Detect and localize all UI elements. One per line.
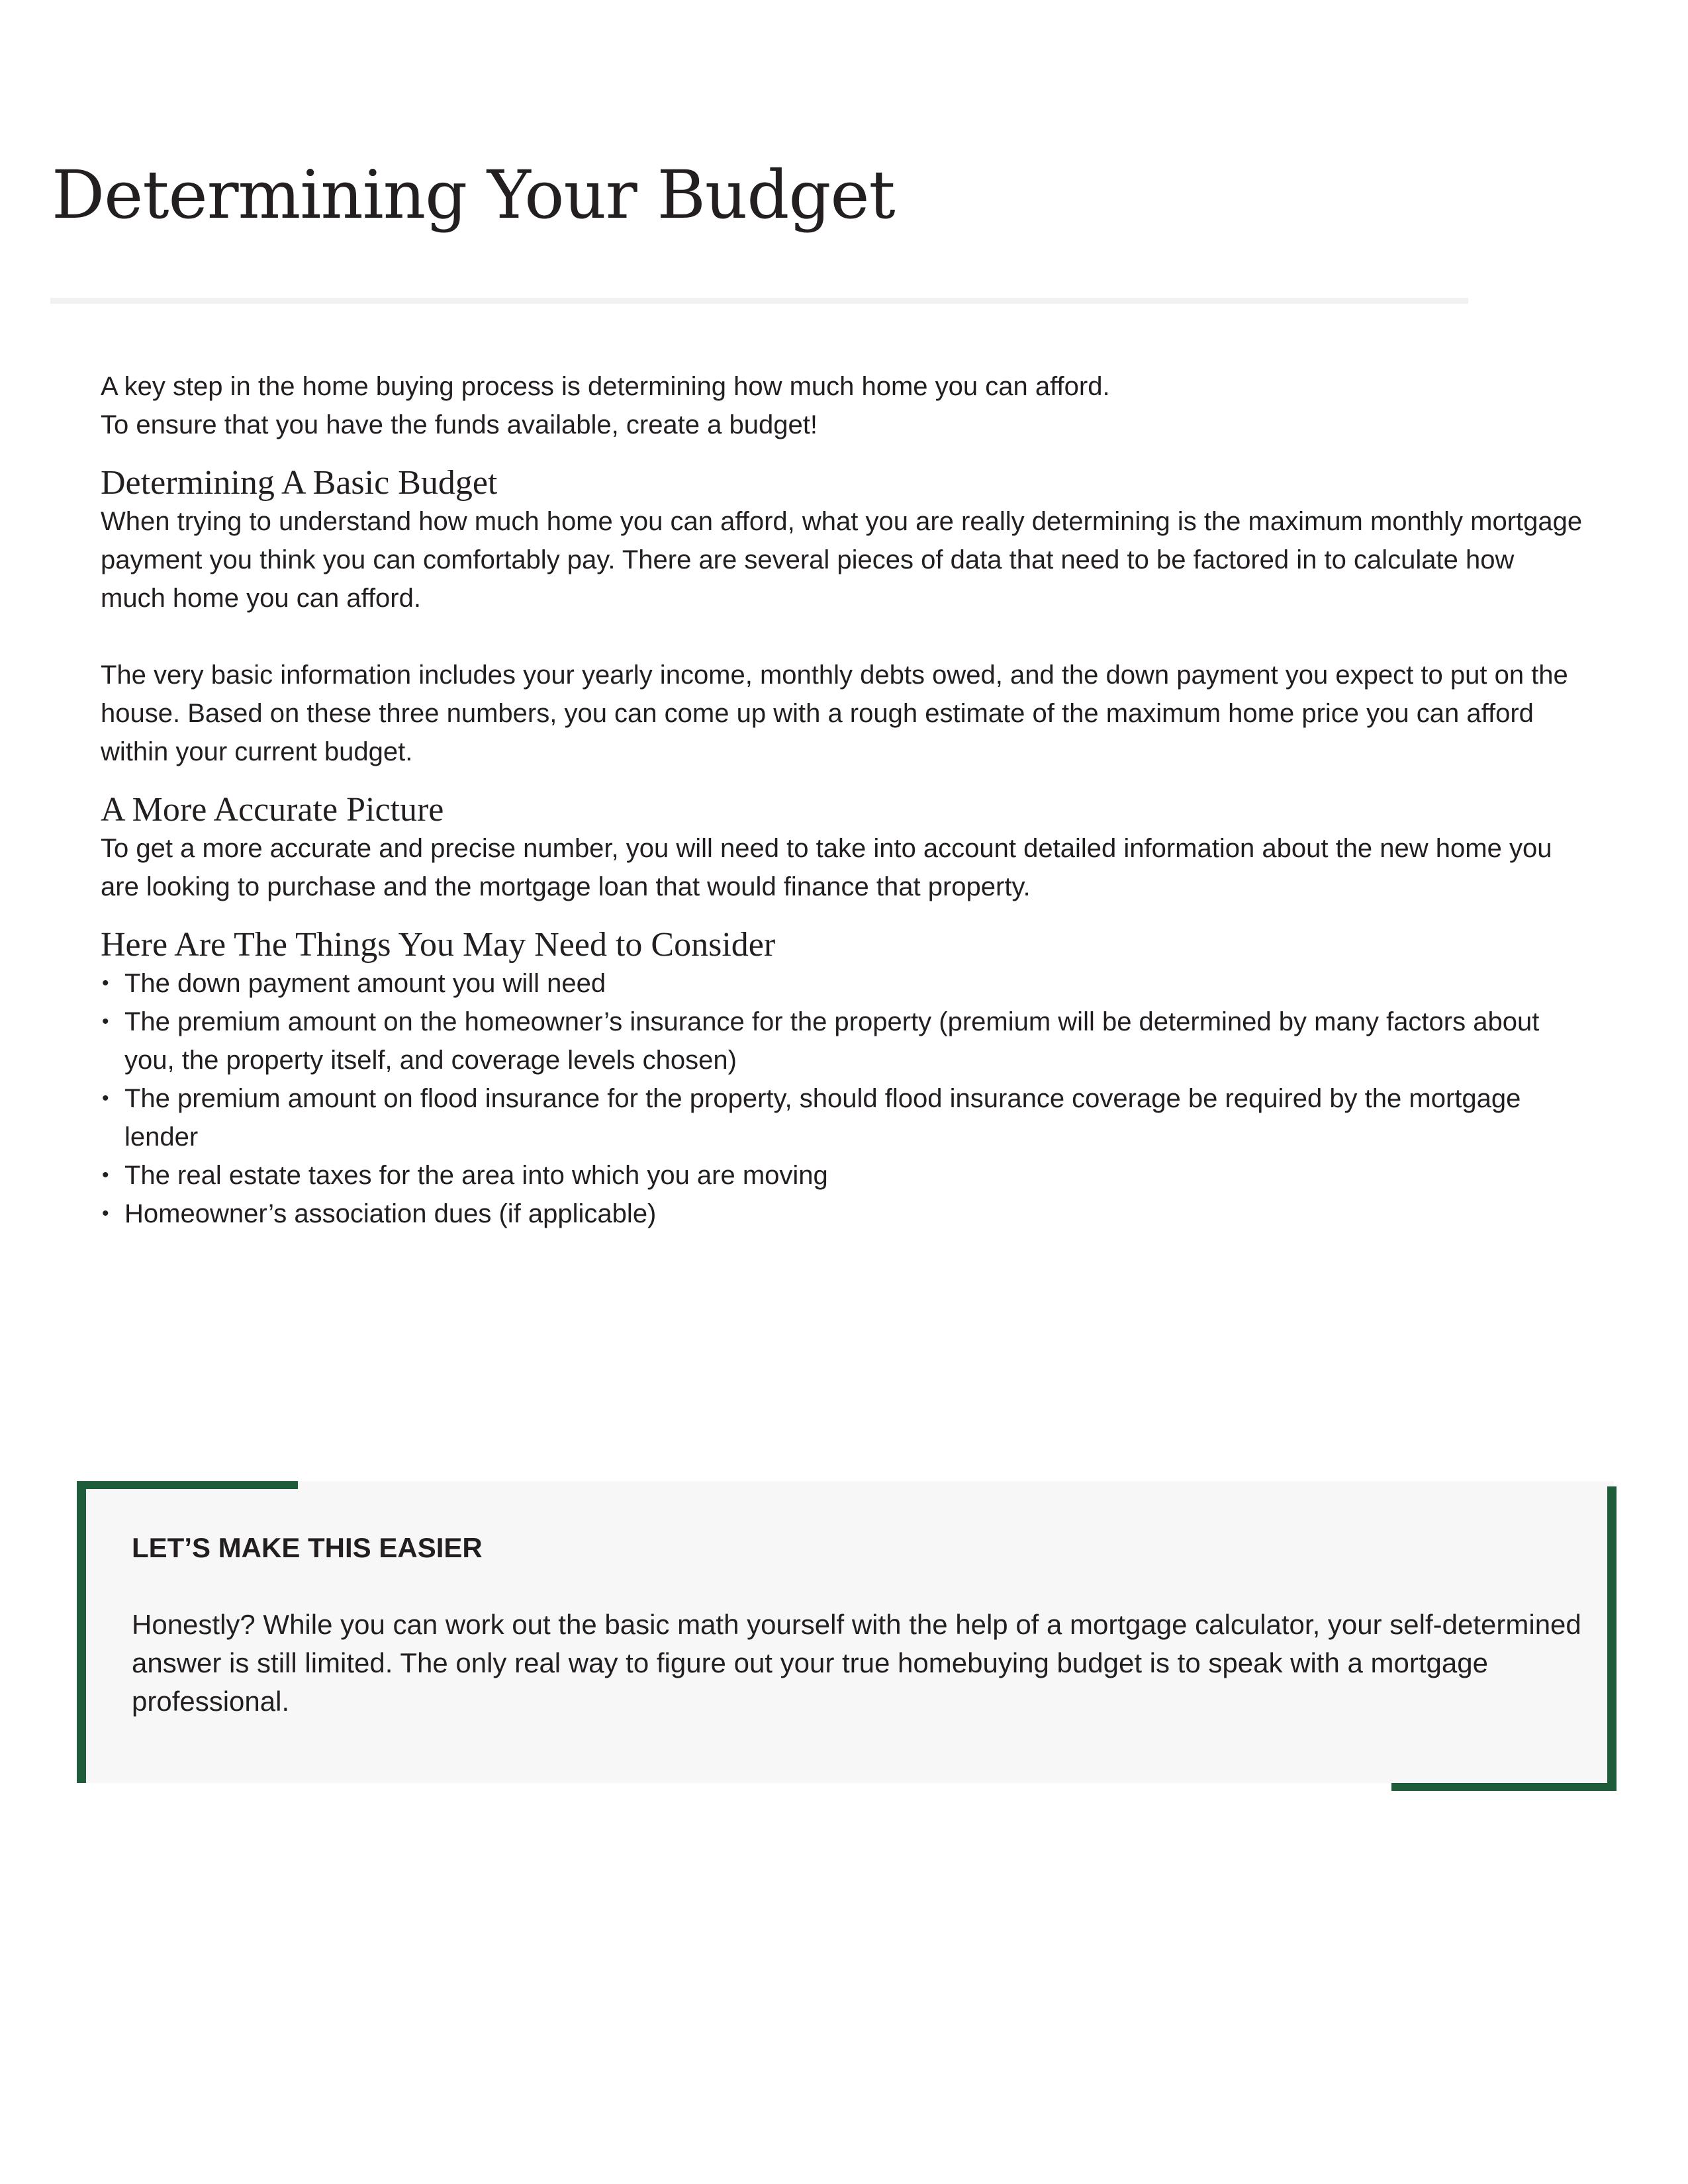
bullet-icon: • [102,1164,109,1186]
callout-heading: LET’S MAKE THIS EASIER [132,1532,483,1563]
section-heading-basic-budget: Determining A Basic Budget [101,464,498,502]
callout-accent-left-horizontal [77,1481,298,1489]
list-item-text: The down payment amount you will need [124,969,606,998]
list-item [101,1079,1583,1156]
section-heading-accurate-picture: A More Accurate Picture [101,791,444,829]
list-item [101,1003,1583,1079]
list-item-text: The premium amount on the homeowner’s insurance for the property (premium will be determined by many factors about you, the property itself, and coverage levels chosen) [124,1007,1540,1075]
bullet-icon: • [102,972,109,994]
intro-line-2: To ensure that you have the funds available, create a budget! [101,410,818,439]
list-item-text: The real estate taxes for the area into which you are moving [124,1161,828,1190]
list-item-text: The premium amount on flood insurance for the property, should flood insurance coverage be required by the mortgage lender [124,1084,1521,1152]
callout-body: Honestly? While you can work out the basic math yourself with the help of a mortgage calculator, your self-determined answer is still limited. The only real way to figure out your true homebuying budget is to speak with a mortgage professional. [132,1609,1581,1717]
basic-budget-paragraph-1: When trying to understand how much home you can afford, what you are really determining is the maximum monthly mortgage payment you think you can comfortably pay. There are several pieces of data that need to be factored in to calculate how much home you can afford. [101,507,1583,613]
callout-accent-right-vertical [1607,1486,1617,1791]
intro-line-1: A key step in the home buying process is determining how much home you can afford. [101,372,1110,401]
considerations-list [101,964,1583,1233]
bullet-icon: • [102,1011,109,1032]
list-item [101,1195,1583,1233]
list-item [101,964,1583,1003]
bullet-icon: • [102,1087,109,1109]
title-divider [50,298,1468,304]
main-content [101,367,1583,1233]
callout-accent-right-horizontal [1391,1783,1617,1791]
accurate-picture-paragraph: To get a more accurate and precise number, you will need to take into account detailed information about the new home you are looking to purchase and the mortgage loan that would finance that property. [101,834,1552,901]
list-item [101,1156,1583,1195]
intro-paragraph [101,367,1583,444]
basic-budget-paragraph-2: The very basic information includes your yearly income, monthly debts owed, and the down payment you expect to put on the house. Based on these three numbers, you can come up with a rough estimate of the maximum home price you can afford within your current budget. [101,660,1568,766]
page-title: Determining Your Budget [52,156,895,234]
section-heading-considerations: Here Are The Things You May Need to Consider [101,926,776,964]
bullet-icon: • [102,1203,109,1224]
callout-accent-left-vertical [77,1481,86,1783]
list-item-text: Homeowner’s association dues (if applicable) [124,1199,657,1228]
